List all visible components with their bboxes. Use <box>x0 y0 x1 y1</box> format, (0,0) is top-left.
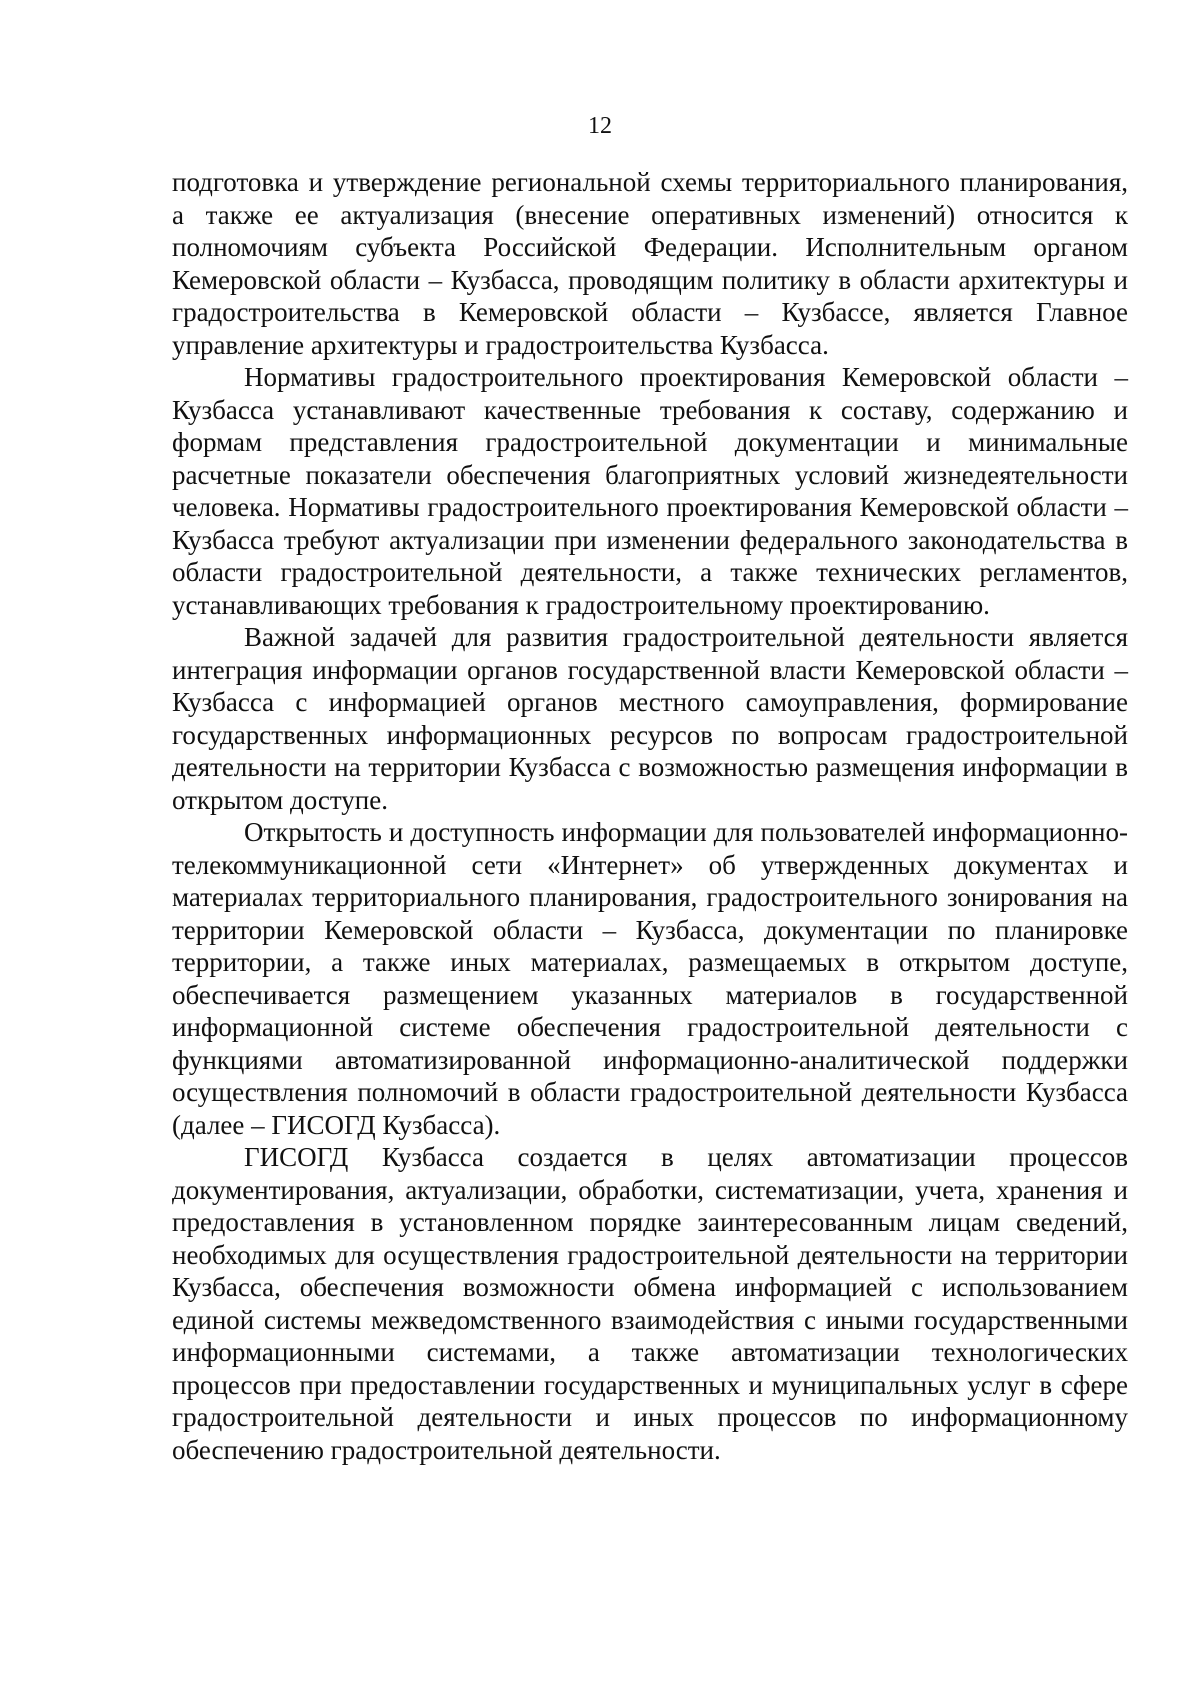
document-body <box>172 166 1128 1466</box>
page-number: 12 <box>588 113 612 139</box>
paragraph-integration: Важной задачей для развития градостроительной деятельности является интеграция информации органов государственной власти Кемеровской области – Кузбасса с информацией органов местного самоуправления, формирование государственных информационных ресурсов по вопросам градостроительной деятельности на территории Кузбасса с возможностью размещения информации в открытом доступе. <box>172 622 1128 815</box>
paragraph-gisogd: ГИСОГД Кузбасса создается в целях автоматизации процессов документирования, актуализации, обработки, систематизации, учета, хранения и предоставления в установленном порядке заинтересованным лицам сведений, необходимых для осуществления градостроительной деятельности на территории Кузбасса, обеспечения возможности обмена информацией с использованием единой системы межведомственного взаимодействия с иными государственными информационными системами, а также автоматизации технологических процессов при предоставлении государственных и муниципальных услуг в сфере градостроительной деятельности и иных процессов по информационному обеспечению градостроительной деятельности. <box>172 1142 1128 1465</box>
paragraph-openness: Открытость и доступность информации для пользователей информационно-телекоммуникационной сети «Интернет» об утвержденных документах и материалах территориального планирования, градостроительного зонирования на территории Кемеровской области – Кузбасса, документации по планировке территории, а также иных материалах, размещаемых в открытом доступе, обеспечивается размещением указанных материалов в государственной информационной системе обеспечения градостроительной деятельности с функциями автоматизированной информационно-аналитической поддержки осуществления полномочий в области градостроительной деятельности Кузбасса (далее – ГИСОГД Кузбасса). <box>172 817 1128 1140</box>
paragraph-continuation: подготовка и утверждение региональной схемы территориального планирования, а также ее актуализация (внесение оперативных изменений) относится к полномочиям субъекта Российской Федерации. Исполнительным органом Кемеровской области – Кузбасса, проводящим политику в области архитектуры и градостроительства в Кемеровской области – Кузбассе, является Главное управление архитектуры и градостроительства Кузбасса. <box>172 167 1128 360</box>
paragraph-standards: Нормативы градостроительного проектирования Кемеровской области – Кузбасса устанавливают качественные требования к составу, содержанию и формам представления градостроительной документации и минимальные расчетные показатели обеспечения благоприятных условий жизнедеятельности человека. Нормативы градостроительного проектирования Кемеровской области – Кузбасса требуют актуализации при изменении федерального законодательства в области градостроительной деятельности, а также технических регламентов, устанавливающих требования к градостроительному проектированию. <box>172 362 1128 620</box>
